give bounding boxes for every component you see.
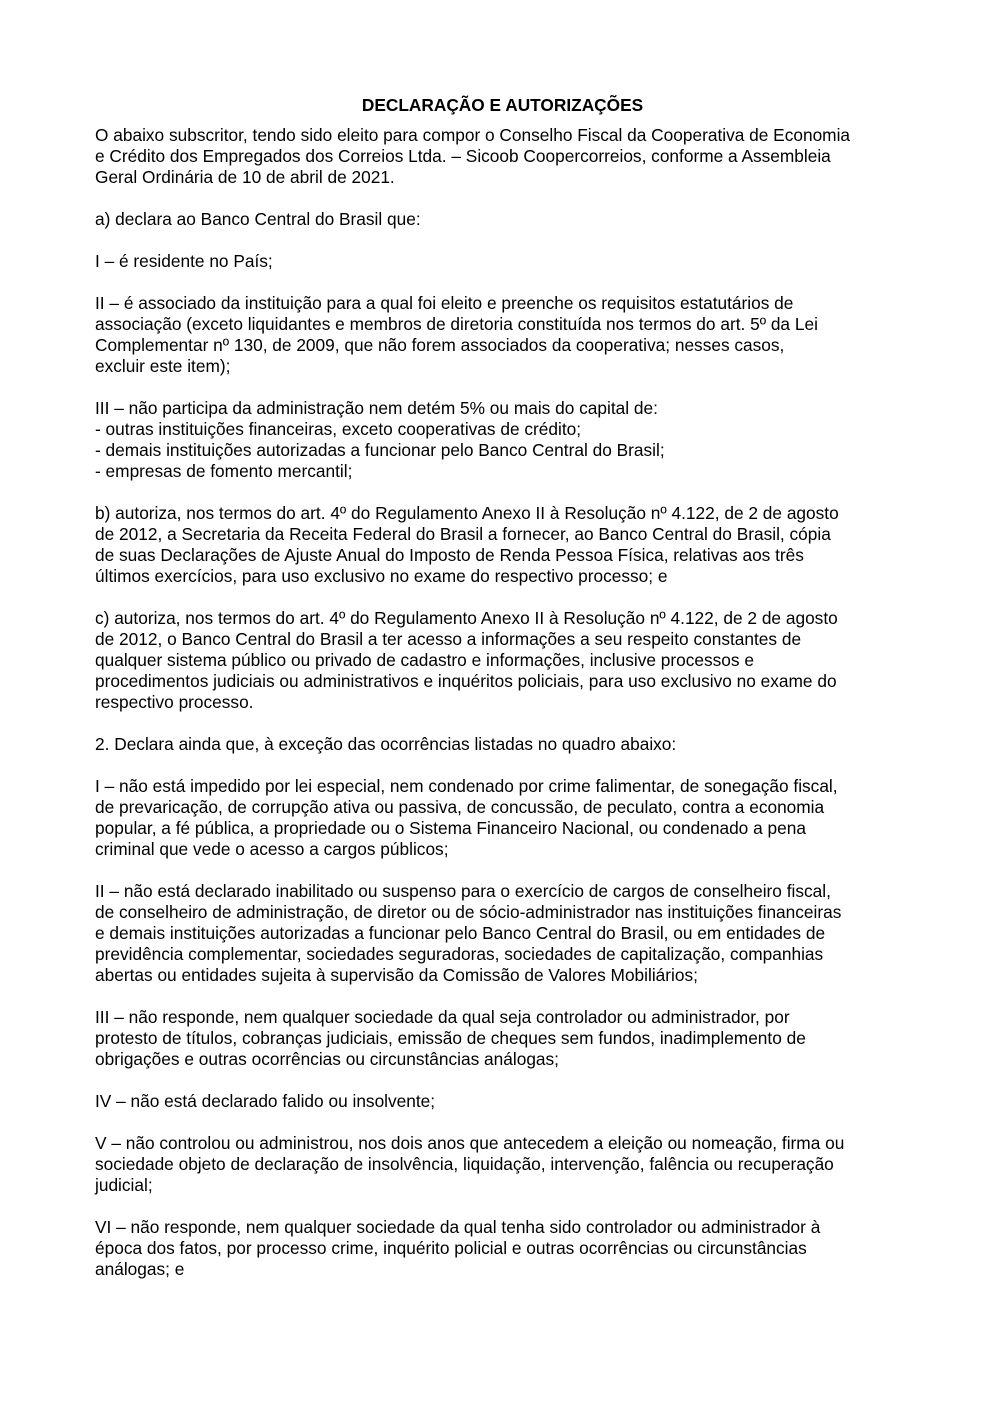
paragraph-line: a) declara ao Banco Central do Brasil que: xyxy=(95,209,421,229)
paragraph-line: 2. Declara ainda que, à exceção das ocorrências listadas no quadro abaixo: xyxy=(95,734,677,754)
paragraph xyxy=(95,608,910,713)
paragraph xyxy=(95,734,910,755)
paragraph-line: O abaixo subscritor, tendo sido eleito para compor o Conselho Fiscal da Cooperativa de Economia xyxy=(95,125,851,145)
paragraph xyxy=(95,293,910,377)
paragraph xyxy=(95,125,910,188)
paragraph-line: VI – não responde, nem qualquer sociedade da qual tenha sido controlador ou administrador à xyxy=(95,1217,821,1237)
paragraph xyxy=(95,251,910,272)
paragraph-line: III – não responde, nem qualquer sociedade da qual seja controlador ou administrador, por xyxy=(95,1007,790,1027)
paragraph-line: judicial; xyxy=(95,1175,153,1195)
paragraph-line: previdência complementar, sociedades seguradoras, sociedades de capitalização, companhias xyxy=(95,944,824,964)
paragraph xyxy=(95,1091,910,1112)
paragraph-line: de 2012, a Secretaria da Receita Federal do Brasil a fornecer, ao Banco Central do Brasil, cópia xyxy=(95,524,831,544)
paragraph-line: II – não está declarado inabilitado ou suspenso para o exercício de cargos de conselheiro fiscal, xyxy=(95,881,831,901)
paragraph-line: obrigações e outras ocorrências ou circunstâncias análogas; xyxy=(95,1049,559,1069)
paragraph-line: V – não controlou ou administrou, nos dois anos que antecedem a eleição ou nomeação, firma ou xyxy=(95,1133,845,1153)
paragraph-line: IV – não está declarado falido ou insolvente; xyxy=(95,1091,436,1111)
paragraph-line: de 2012, o Banco Central do Brasil a ter acesso a informações a seu respeito constantes de xyxy=(95,629,802,649)
paragraph-line: e demais instituições autorizadas a funcionar pelo Banco Central do Brasil, ou em entidades de xyxy=(95,923,826,943)
paragraph-line: - outras instituições financeiras, exceto cooperativas de crédito; xyxy=(95,419,582,439)
paragraph xyxy=(95,398,910,482)
paragraph-line: I – é residente no País; xyxy=(95,251,273,271)
paragraph-line: procedimentos judiciais ou administrativos e inquéritos policiais, para uso exclusivo no exame do xyxy=(95,671,837,691)
paragraph-line: qualquer sistema público ou privado de cadastro e informações, inclusive processos e xyxy=(95,650,754,670)
document-title: DECLARAÇÃO E AUTORIZAÇÕES xyxy=(361,95,644,115)
paragraph-line: análogas; e xyxy=(95,1259,185,1279)
paragraph-line: abertas ou entidades sujeita à supervisão da Comissão de Valores Mobiliários; xyxy=(95,965,698,985)
paragraph-line: época dos fatos, por processo crime, inquérito policial e outras ocorrências ou circunstâncias xyxy=(95,1238,807,1258)
paragraph-line: c) autoriza, nos termos do art. 4º do Regulamento Anexo II à Resolução nº 4.122, de 2 de agosto xyxy=(95,608,838,628)
paragraph-line: protesto de títulos, cobranças judiciais, emissão de cheques sem fundos, inadimplemento de xyxy=(95,1028,806,1048)
paragraph-line: últimos exercícios, para uso exclusivo no exame do respectivo processo; e xyxy=(95,566,668,586)
paragraph-line: Complementar nº 130, de 2009, que não forem associados da cooperativa; nesses casos, xyxy=(95,335,785,355)
paragraph-line: - empresas de fomento mercantil; xyxy=(95,461,353,481)
paragraph xyxy=(95,1133,910,1196)
document-page xyxy=(95,95,910,1301)
paragraph-line: II – é associado da instituição para a qual foi eleito e preenche os requisitos estatutários de xyxy=(95,293,794,313)
paragraph xyxy=(95,503,910,587)
paragraph xyxy=(95,1007,910,1070)
paragraph xyxy=(95,209,910,230)
paragraph-line: de prevaricação, de corrupção ativa ou passiva, de concussão, de peculato, contra a economia xyxy=(95,797,825,817)
paragraph-line: III – não participa da administração nem detém 5% ou mais do capital de: xyxy=(95,398,658,418)
paragraph xyxy=(95,776,910,860)
paragraph-line: Geral Ordinária de 10 de abril de 2021. xyxy=(95,167,395,187)
paragraph xyxy=(95,1217,910,1280)
paragraph-line: popular, a fé pública, a propriedade ou o Sistema Financeiro Nacional, ou condenado a pena xyxy=(95,818,806,838)
document-body xyxy=(95,125,910,1280)
paragraph-line: respectivo processo. xyxy=(95,692,254,712)
paragraph-line: sociedade objeto de declaração de insolvência, liquidação, intervenção, falência ou recuperação xyxy=(95,1154,834,1174)
paragraph xyxy=(95,881,910,986)
paragraph-line: excluir este item); xyxy=(95,356,231,376)
paragraph-line: de suas Declarações de Ajuste Anual do Imposto de Renda Pessoa Física, relativas aos três xyxy=(95,545,804,565)
paragraph-line: b) autoriza, nos termos do art. 4º do Regulamento Anexo II à Resolução nº 4.122, de 2 de agosto xyxy=(95,503,839,523)
paragraph-line: I – não está impedido por lei especial, nem condenado por crime falimentar, de sonegação fiscal, xyxy=(95,776,838,796)
paragraph-line: de conselheiro de administração, de diretor ou de sócio-administrador nas instituições financeiras xyxy=(95,902,842,922)
paragraph-line: - demais instituições autorizadas a funcionar pelo Banco Central do Brasil; xyxy=(95,440,665,460)
paragraph-line: criminal que vede o acesso a cargos públicos; xyxy=(95,839,449,859)
paragraph-line: e Crédito dos Empregados dos Correios Ltda. – Sicoob Coopercorreios, conforme a Assembleia xyxy=(95,146,831,166)
paragraph-line: associação (exceto liquidantes e membros de diretoria constituída nos termos do art. 5º da Lei xyxy=(95,314,818,334)
